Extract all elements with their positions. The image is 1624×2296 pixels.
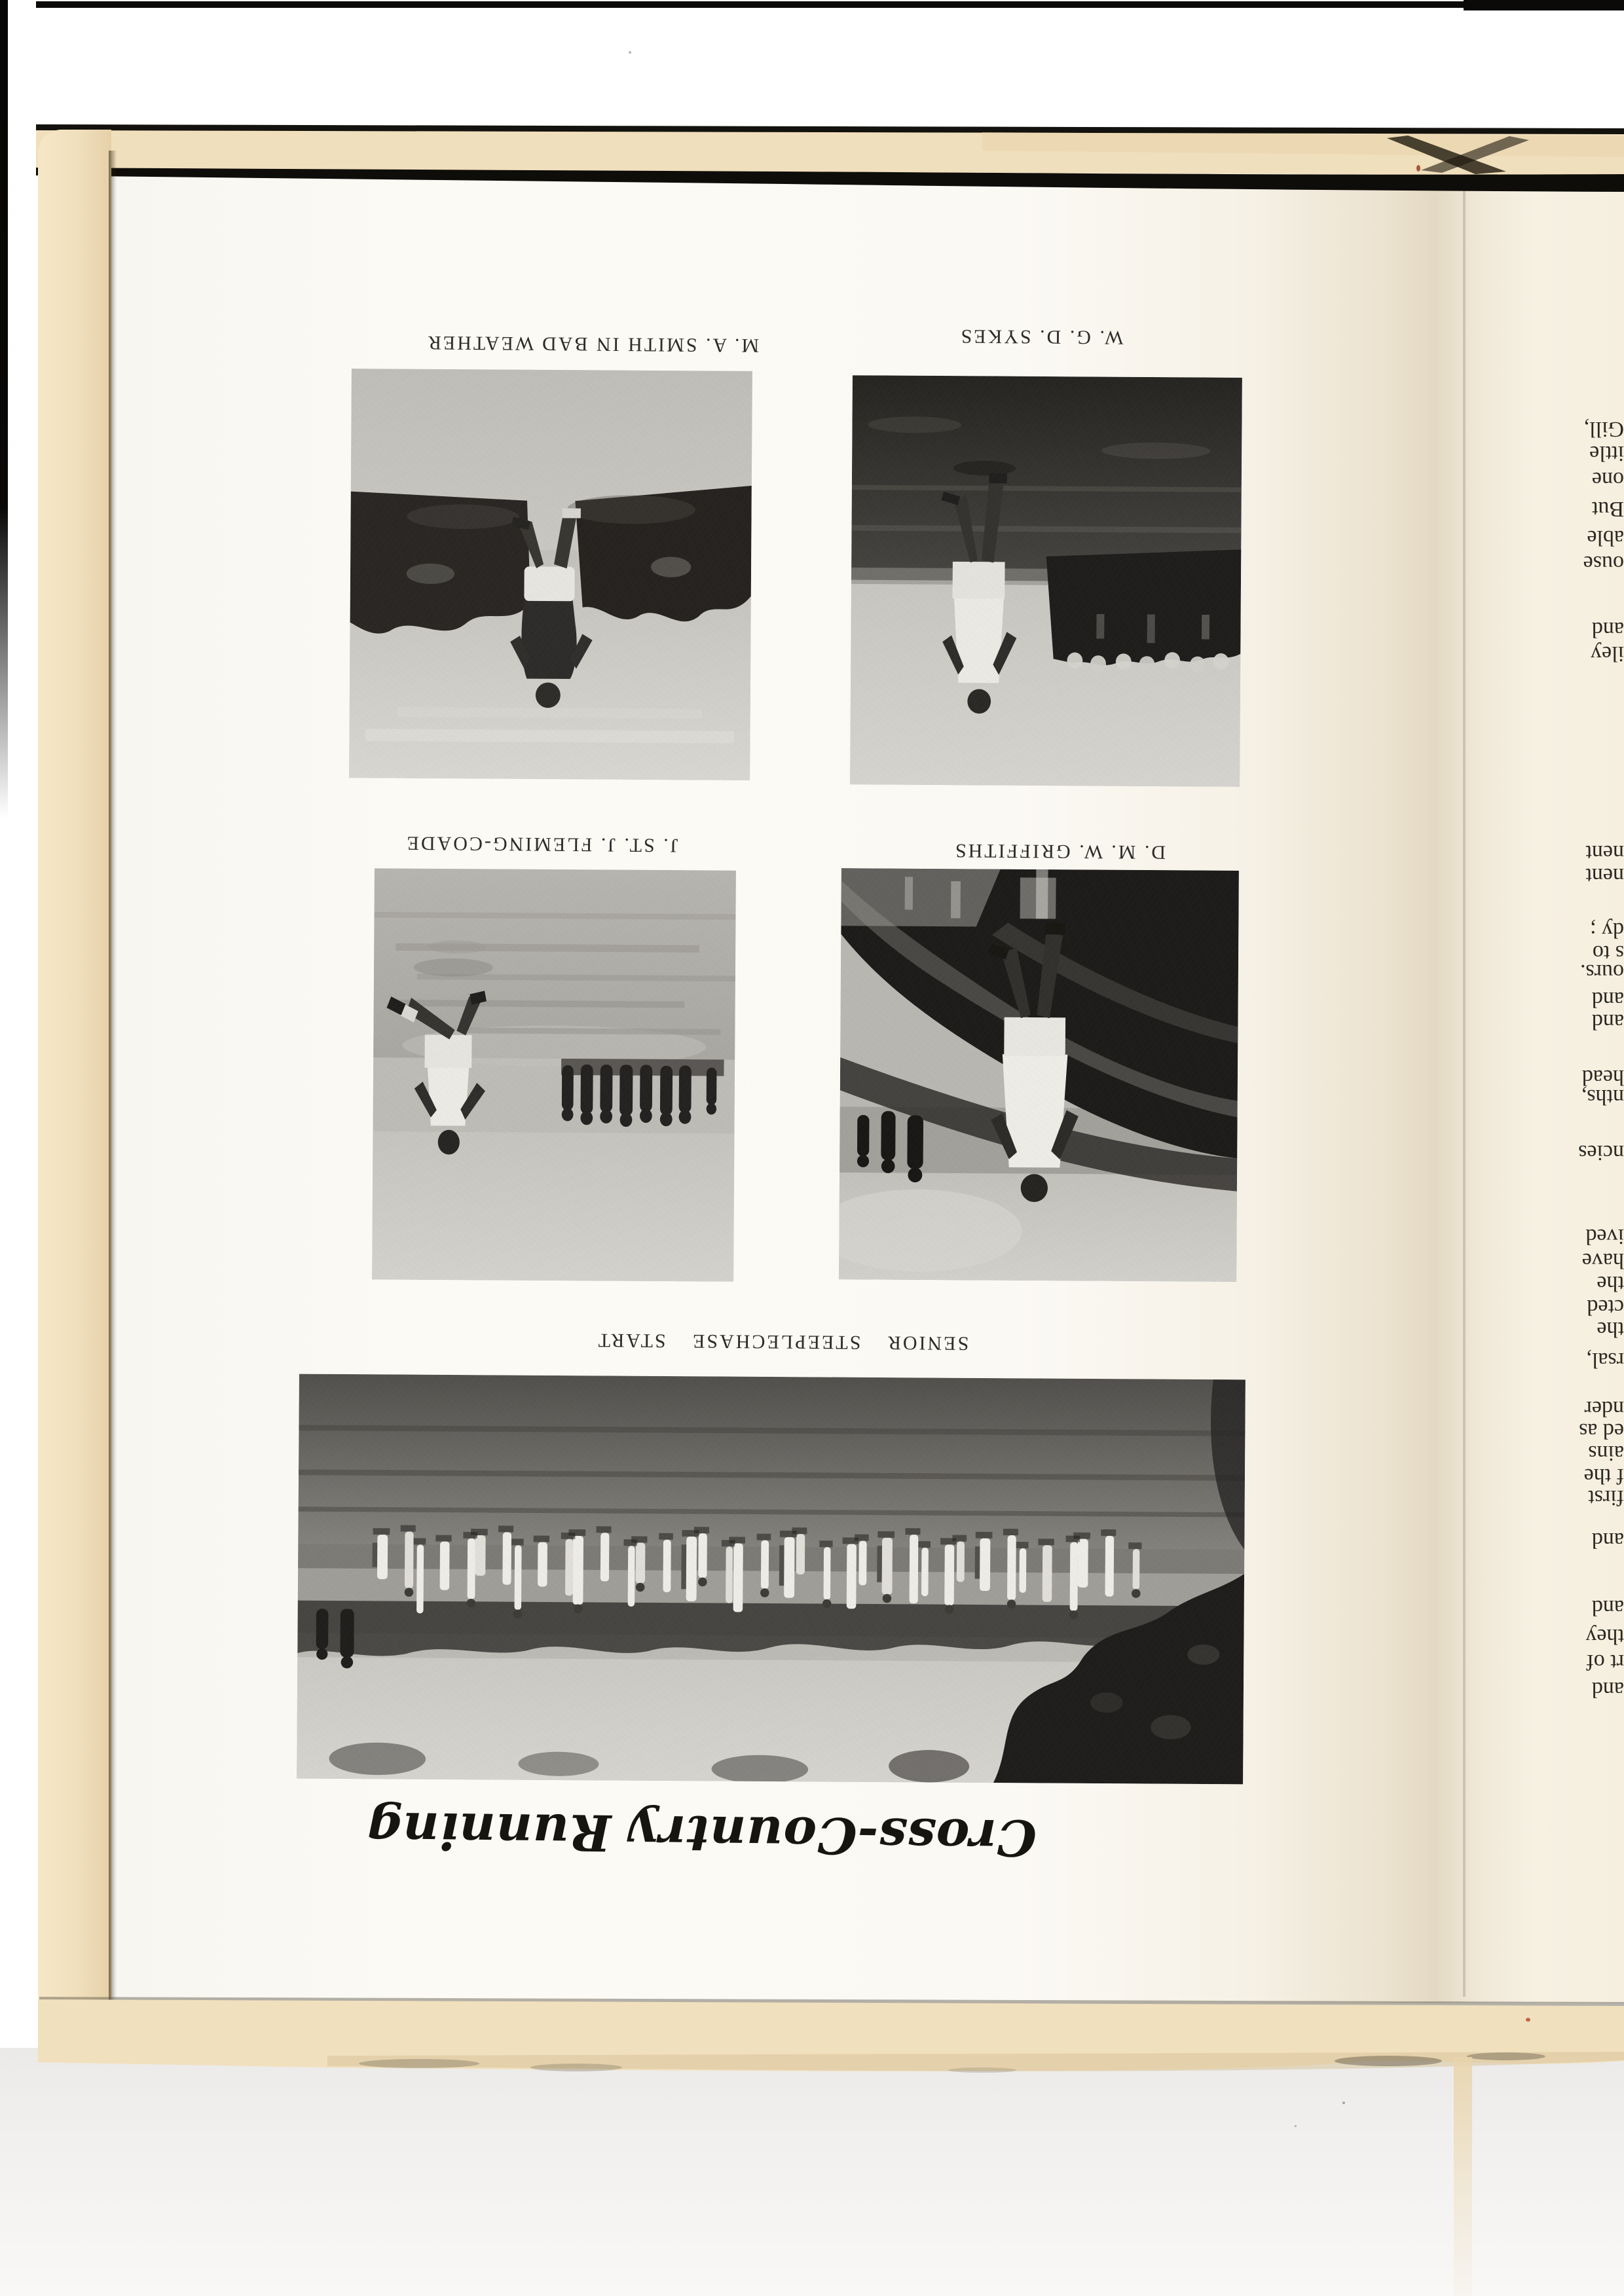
facing-page-text-line: and	[1591, 617, 1624, 642]
dust-speck	[629, 51, 631, 54]
facing-page-text-line: f the	[1583, 1464, 1624, 1488]
caption-smith: M. A. SMITH IN BAD WEATHER	[426, 331, 760, 357]
facing-page-text-line: the	[1596, 1271, 1624, 1296]
page-title: Cross-Country Running	[366, 1800, 1037, 1867]
facing-page-text-line: the	[1596, 1317, 1624, 1341]
facing-page-text-line: cted	[1587, 1295, 1624, 1319]
caption-fleming-coade: J. ST. J. FLEMING-COADE	[405, 832, 678, 856]
book-page-edges-bottom	[0, 1977, 1624, 2134]
dust-speck	[1295, 2125, 1297, 2127]
book-page-edges-top	[0, 0, 1624, 210]
facing-page-text-line: they	[1585, 1624, 1624, 1649]
caption-griffiths: D. M. W. GRIFFITHS	[953, 839, 1166, 864]
facing-page-text-line: iley	[1591, 642, 1624, 666]
facing-page-text-line: ived	[1585, 1224, 1624, 1248]
photo-steeplechase-start	[297, 1374, 1246, 1785]
dust-speck	[1342, 2102, 1345, 2104]
facing-page-text-line: But	[1591, 497, 1624, 521]
caption-steeplechase-start: SENIOR STEEPLECHASE START	[596, 1329, 969, 1355]
photo-griffiths-illustration	[839, 868, 1239, 1282]
facing-page-text-line: s to	[1592, 941, 1624, 965]
dust-speck	[1416, 165, 1420, 172]
facing-page-text-line: Gill,	[1583, 417, 1624, 441]
facing-page-text-line: dy ;	[1590, 918, 1624, 942]
book-page-edges-left-shadow	[109, 151, 117, 2036]
photo-steeplechase-illustration	[297, 1374, 1246, 1785]
facing-page-text-line: ncies	[1578, 1140, 1624, 1165]
facing-page-text-fragments	[1561, 393, 1624, 1709]
gutter-crease-line	[1463, 183, 1466, 1997]
facing-page-text-line: ed as	[1579, 1419, 1624, 1443]
caption-sykes: W. G. D. SYKES	[959, 325, 1124, 349]
dust-speck	[1526, 2018, 1530, 2022]
facing-page-text-line: nent	[1585, 841, 1624, 865]
facing-page-text-line: able	[1587, 526, 1624, 550]
gutter-page-edge-strip	[1454, 2057, 1472, 2296]
facing-page-text-line: nths,	[1581, 1085, 1624, 1109]
facing-page-text-line: nder	[1584, 1396, 1624, 1421]
facing-page-text-line: ours.	[1579, 960, 1624, 984]
facing-page-text-line: head	[1581, 1065, 1624, 1089]
photo-fleming-coade-illustration	[372, 868, 736, 1281]
facing-page-text-line: and	[1591, 1010, 1624, 1034]
photo-sykes-illustration	[850, 375, 1242, 787]
photo-griffiths	[839, 868, 1239, 1282]
facing-page-text-line: and	[1591, 987, 1624, 1011]
facing-page-text-line: ittle	[1589, 441, 1624, 465]
facing-page-text-line: rt of	[1586, 1650, 1624, 1674]
book-page-edges-left	[38, 130, 111, 2061]
facing-page-text-line: one	[1591, 467, 1624, 492]
facing-page-text-line: rsal,	[1586, 1348, 1624, 1372]
facing-page-text-line: and	[1591, 1677, 1624, 1702]
facing-page-text-line: and	[1591, 1595, 1624, 1620]
photo-smith-bad-weather	[349, 369, 752, 780]
facing-page-text-line: ains	[1588, 1441, 1624, 1465]
photo-smith-illustration	[349, 369, 752, 780]
facing-page-text-line: and	[1591, 1528, 1624, 1552]
facing-page-text-line: first	[1588, 1485, 1624, 1510]
photo-sykes	[850, 375, 1242, 787]
photo-fleming-coade	[372, 868, 736, 1281]
facing-page-text-line: ouse	[1583, 551, 1624, 575]
facing-page-text-line: have	[1581, 1248, 1624, 1273]
facing-page-text-line: nent	[1585, 864, 1624, 888]
